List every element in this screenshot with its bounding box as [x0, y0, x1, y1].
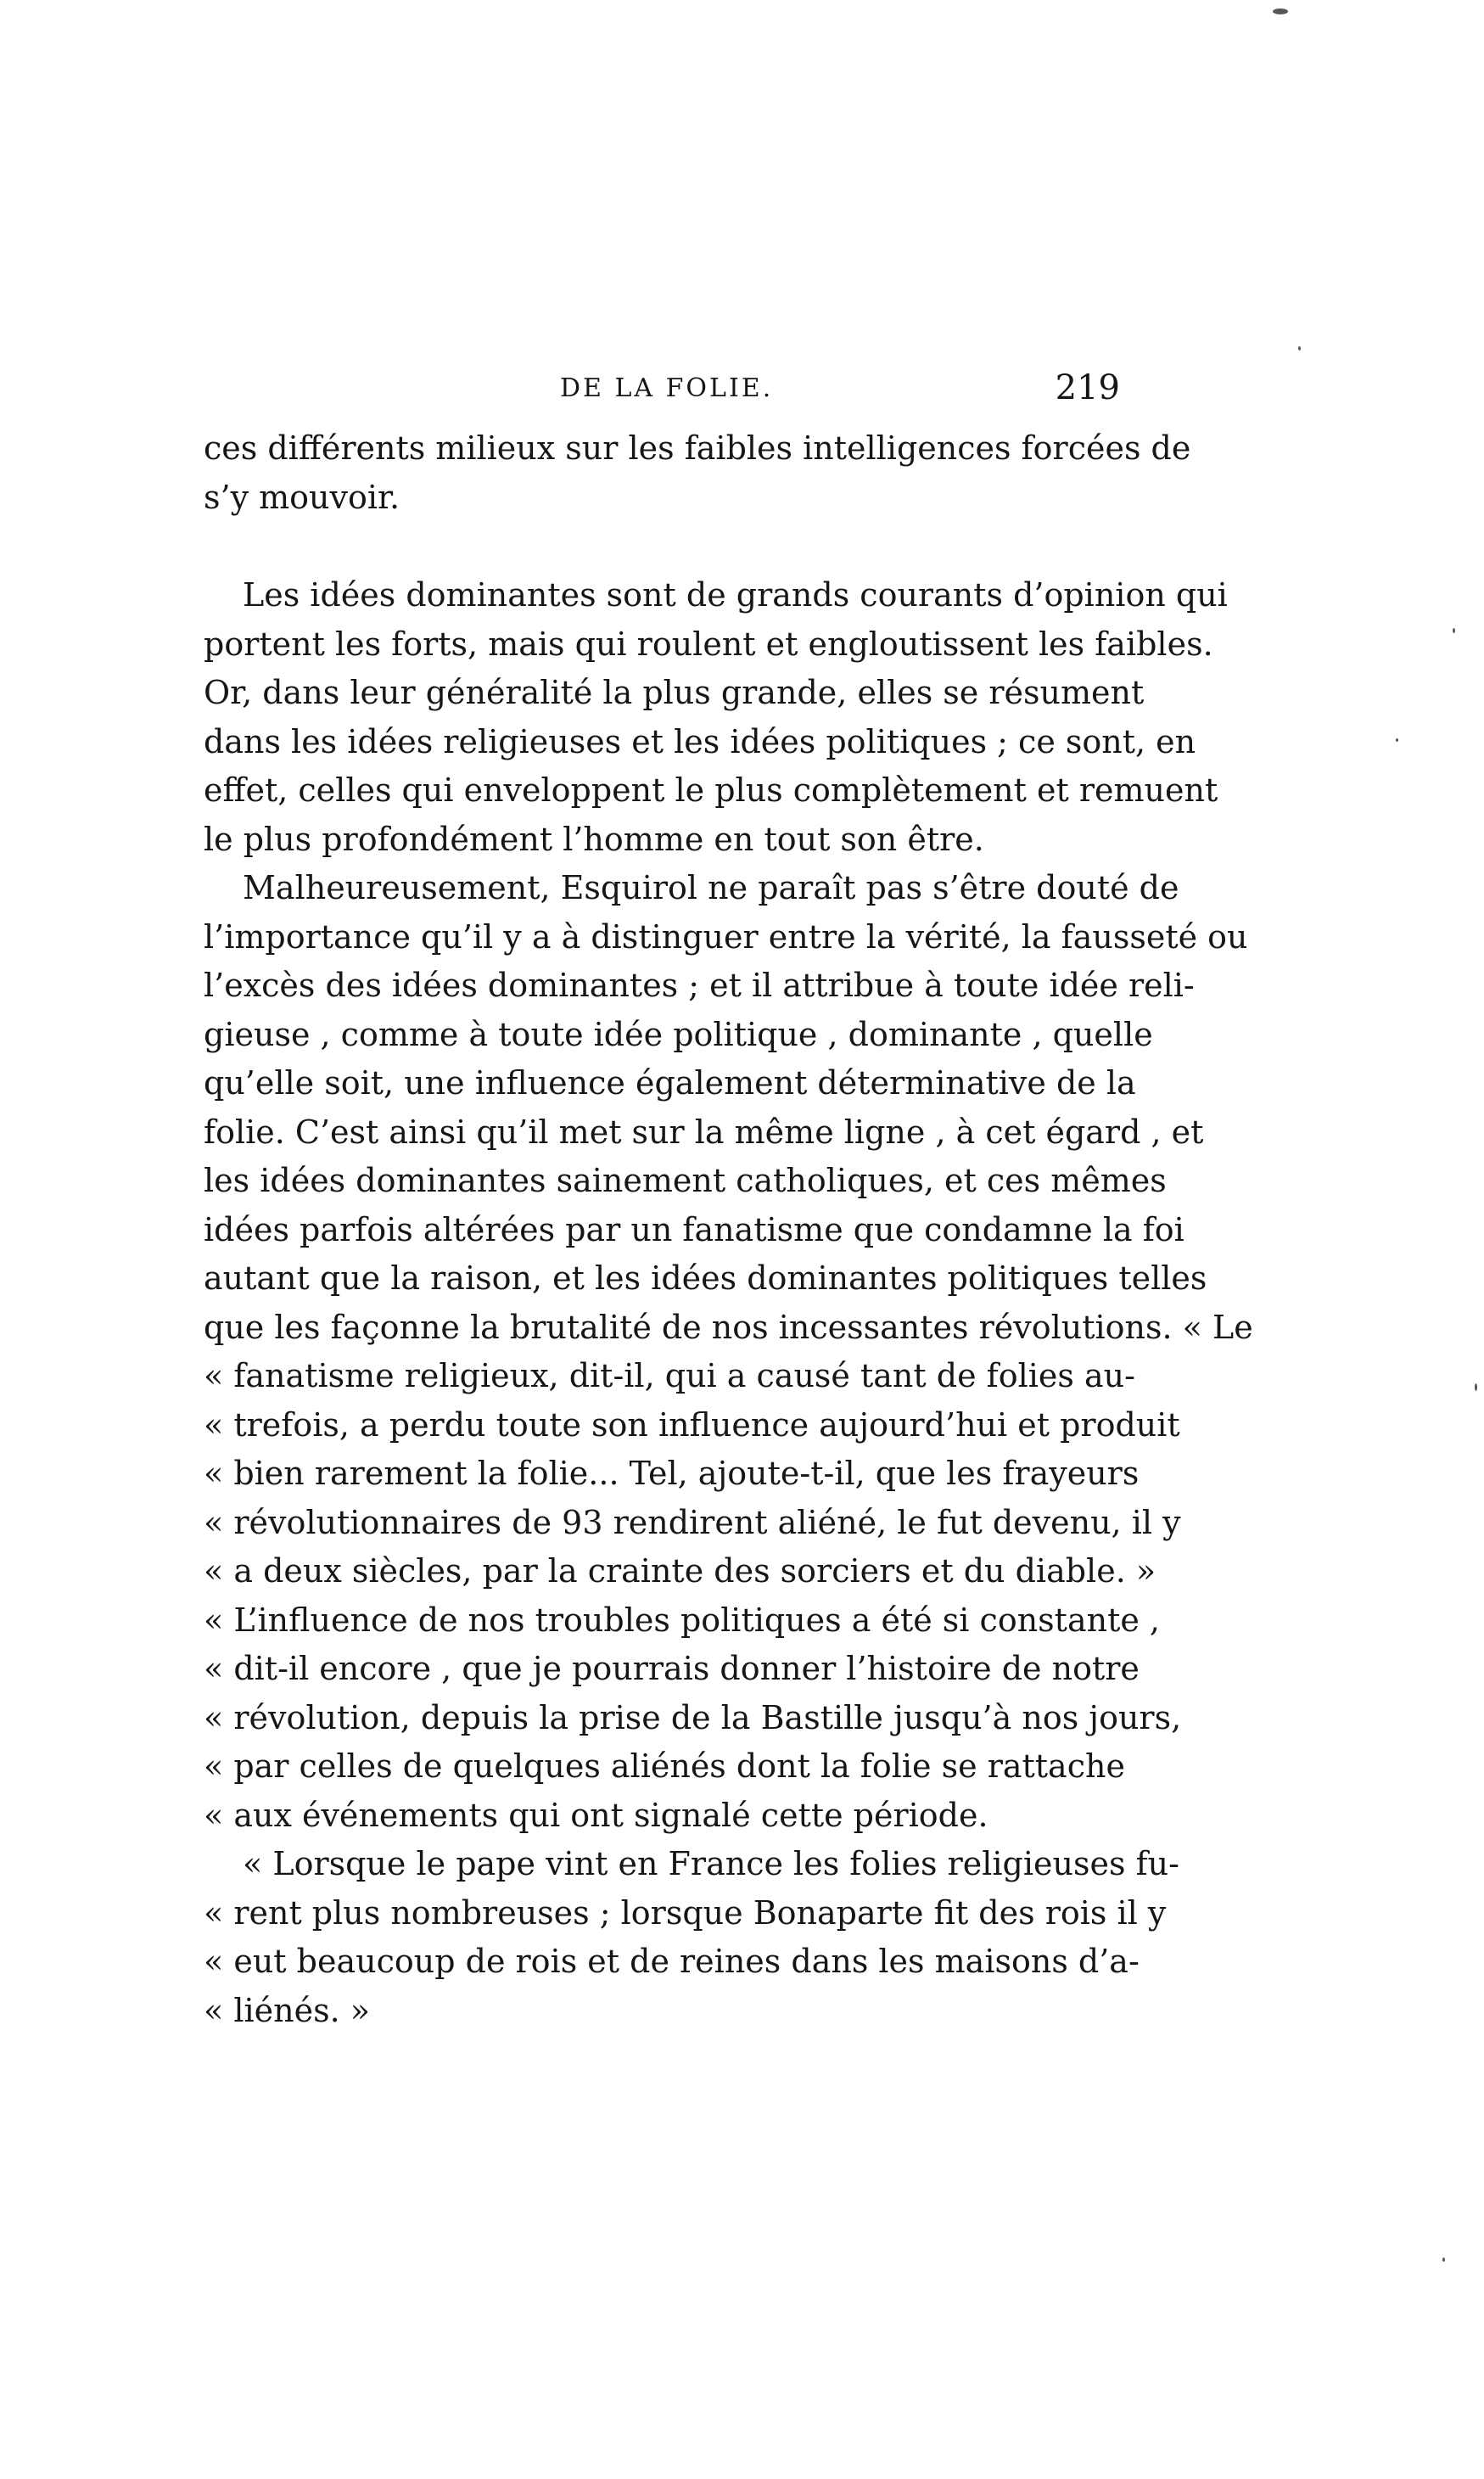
text-line: « L’influence de nos troubles politiques a été si constante , — [204, 1601, 1160, 1639]
text-line: que les façonne la brutalité de nos incessantes révolutions. « Le — [204, 1308, 1253, 1346]
text-line: qu’elle soit, une influence également déterminative de la — [204, 1064, 1136, 1102]
text-line: effet, celles qui enveloppent le plus complètement et remuent — [204, 771, 1218, 809]
paper-speck — [1453, 628, 1455, 633]
text-line: « Lorsque le pape vint en France les folies religieuses fu- — [243, 1845, 1179, 1882]
page-number: 219 — [1055, 368, 1120, 407]
text-line: « aux événements qui ont signalé cette période. — [204, 1796, 988, 1834]
paragraph-3 — [204, 864, 1253, 1840]
paragraph-2 — [204, 571, 1228, 864]
text-line: Or, dans leur généralité la plus grande, elles se résument — [204, 674, 1145, 711]
body-text — [204, 424, 1253, 2035]
text-line: gieuse , comme à toute idée politique , dominante , quelle — [204, 1015, 1153, 1053]
paragraph-4 — [204, 1840, 1179, 2035]
text-line: folie. C’est ainsi qu’il met sur la même ligne , à cet égard , et — [204, 1113, 1204, 1151]
text-line: dans les idées religieuses et les idées politiques ; ce sont, en — [204, 722, 1196, 760]
paper-speck — [1273, 8, 1288, 14]
text-line: le plus profondément l’homme en tout son être. — [204, 820, 984, 858]
text-line: portent les forts, mais qui roulent et engloutissent les faibles. — [204, 625, 1213, 663]
paper-speck — [1442, 2257, 1445, 2262]
text-line: s’y mouvoir. — [204, 478, 400, 516]
text-line: les idées dominantes sainement catholiques, et ces mêmes — [204, 1162, 1167, 1199]
paper-speck — [1475, 1383, 1477, 1391]
text-line: « par celles de quelques aliénés dont la folie se rattache — [204, 1747, 1125, 1785]
text-line: idées parfois altérées par un fanatisme que condamne la foi — [204, 1210, 1184, 1248]
text-line: « liénés. » — [204, 1991, 370, 2029]
text-line: l’excès des idées dominantes ; et il attribue à toute idée reli- — [204, 967, 1195, 1004]
text-line: Les idées dominantes sont de grands courants d’opinion qui — [243, 576, 1228, 614]
text-line: Malheureusement, Esquirol ne paraît pas s’être douté de — [243, 869, 1179, 906]
text-line: « eut beaucoup de rois et de reines dans les maisons d’a- — [204, 1943, 1140, 1980]
text-line: « révolutionnaires de 93 rendirent aliéné, le fut devenu, il y — [204, 1503, 1181, 1541]
page-header — [204, 367, 1120, 418]
text-line: « fanatisme religieux, dit-il, qui a causé tant de folies au- — [204, 1357, 1135, 1394]
paragraph-1 — [204, 424, 1191, 522]
text-line: « dit-il encore , que je pourrais donner l’histoire de notre — [204, 1650, 1140, 1687]
text-line: « bien rarement la folie... Tel, ajoute-t-il, que les frayeurs — [204, 1455, 1140, 1492]
paragraph-gap — [204, 522, 1120, 571]
text-line: « rent plus nombreuses ; lorsque Bonaparte fit des rois il y — [204, 1893, 1167, 1932]
paper-speck — [1396, 738, 1398, 742]
paper-speck — [1298, 346, 1301, 351]
text-line: « a deux siècles, par la crainte des sorciers et du diable. » — [204, 1552, 1156, 1590]
text-line: l’importance qu’il y a à distinguer entre la vérité, la fausseté ou — [204, 917, 1248, 956]
running-title: DE LA FOLIE. — [560, 373, 774, 403]
text-line: ces différents milieux sur les faibles intelligences forcées de — [204, 429, 1191, 467]
text-line: autant que la raison, et les idées dominantes politiques telles — [204, 1259, 1207, 1297]
text-line: « trefois, a perdu toute son influence aujourd’hui et produit — [204, 1405, 1180, 1444]
text-line: « révolution, depuis la prise de la Bastille jusqu’à nos jours, — [204, 1698, 1182, 1736]
